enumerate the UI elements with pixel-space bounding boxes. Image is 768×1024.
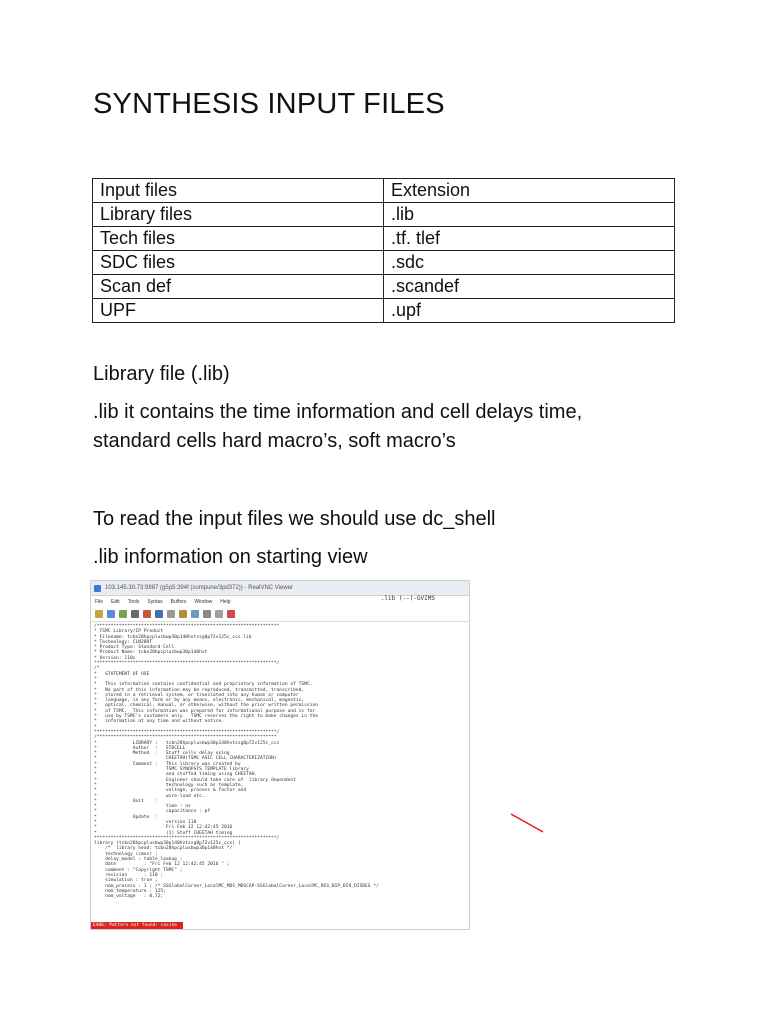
help-icon[interactable]	[227, 610, 235, 618]
menu-item-window[interactable]: Window	[194, 598, 213, 605]
table-row	[93, 251, 675, 275]
table-row	[93, 227, 675, 251]
undo-icon[interactable]	[143, 610, 151, 618]
table-row	[93, 299, 675, 323]
table-row	[93, 203, 675, 227]
file-type-cell: SDC files	[93, 251, 384, 275]
table-header-row	[93, 179, 675, 203]
menu-item-help[interactable]: Help	[220, 598, 231, 605]
open-icon[interactable]	[95, 610, 103, 618]
extension-cell: .scandef	[384, 275, 675, 299]
copy-icon[interactable]	[179, 610, 187, 618]
extension-cell: .sdc	[384, 251, 675, 275]
window-title: 103.145.30.73:9887 (g5p5:394f (sumpune/3pd372)) - RealVNC Viewer	[105, 585, 294, 591]
redo-icon[interactable]	[155, 610, 163, 618]
editor-label: .lib (--)-GVIMS	[380, 595, 435, 602]
vim-status-error: E486: Pattern not found: cusine	[91, 922, 183, 929]
file-type-cell: Scan def	[93, 275, 384, 299]
paste-icon[interactable]	[191, 610, 199, 618]
read-input-text: To read the input files we should use dc_shell	[93, 508, 496, 530]
file-type-cell: Library files	[93, 203, 384, 227]
menu-item-tools[interactable]: Tools	[127, 598, 140, 605]
menu-item-file[interactable]: File	[95, 598, 104, 605]
menu-item-edit[interactable]: Edit	[111, 598, 120, 605]
save-all-icon[interactable]	[119, 610, 127, 618]
library-heading: Library file (.lib)	[93, 363, 230, 385]
terminal-screenshot	[90, 580, 470, 930]
editor-toolbar	[91, 607, 469, 622]
red-annotation-line	[510, 812, 546, 836]
vnc-app-icon	[94, 585, 101, 592]
lib-description-line-1: .lib it contains the time information and cell delays time,	[93, 401, 583, 423]
input-files-table	[92, 178, 675, 323]
file-type-cell: Tech files	[93, 227, 384, 251]
lib-description-line-2: standard cells hard macro’s, soft macro’s	[93, 430, 456, 452]
extension-cell: .tf. tlef	[384, 227, 675, 251]
file-type-cell: Input files	[93, 179, 384, 203]
lib-info-caption: .lib information on starting view	[93, 546, 368, 568]
menu-item-buffers[interactable]: Buffers	[170, 598, 187, 605]
window-titlebar	[91, 581, 469, 596]
table-row	[93, 275, 675, 299]
extension-cell: Extension	[384, 179, 675, 203]
print-icon[interactable]	[131, 610, 139, 618]
replace-icon[interactable]	[215, 610, 223, 618]
find-icon[interactable]	[203, 610, 211, 618]
menu-item-syntax[interactable]: Syntax	[147, 598, 163, 605]
lib-file-code: /****************************************************************** * TSMC Library/IP Product * Filename: tcbn28hpcplusbwp30p140hvtssg0p72v125c_ccs.lib * Technology: CLN28HT * Product Type: Standard Cell * Product Name: tcbn28hpcplusbwp30p140hvt * Version: 110c ******************************************************************/ /* * STATEMENT OF USE * * This information contains confidential and proprietary information of TSMC. * No part of this information may be reproduced, transmitted, transcribed, * stored in a retrieval system, or translated into any human or computer * language, in any form or by any means, electronic, mechanical, magnetic, * optical, chemical, manual, or otherwise, without the prior written permission * of TSMC. This information was prepared for informational purpose and is for * use by TSMC's customers only. TSMC reserves the right to make changes in the * information at any time and without notice. * ******************************************************************/ /***************************************************************** * LIBRARY : tcbn28hpcplusbwp30p140hvtssg0p72v125c_ccs * Author : STDCELL * Method : Stuff cells delay using * CHEETAH(TSMC ASIC CELL CHARACTERIZATION) * Comment : This library was created by * TSMC SYNOPSYS TEMPLATE library * and stuffed timing using CHEETAH. * Engineer should take care of library dependent * technology such as template, * voltage, process & factor and * wire-load etc. * Unit : * time : ns * capacitance : pf * Update : * version 110 * Fri Feb 12 12:42:45 2016 * (1) Stuff CHEETAH timing ******************************************************************/ library (tcbn28hpcplusbwp30p140hvtssg0p72v125c_ccs) { /* library head: tcbn28hpcplusbwp30p140hvt */ technology (cmos) ; delay_model : table_lookup ; date : "Fri Feb 12 12:42:45 2016 " ; comment : "Copyright TSMC" ; revision : 110 ; simulation : true ; nom_process : 1 ; /* SSGlobalCorner_LocalMC_MOS_MOSCAP-SSGlobalCorner_LocalMC_RES_BIP_DIO_DISRES */ nom_temperature : 125; nom_voltage : 0.72;	[94, 624, 379, 900]
extension-cell: .upf	[384, 299, 675, 323]
extension-cell: .lib	[384, 203, 675, 227]
save-icon[interactable]	[107, 610, 115, 618]
page-title: SYNTHESIS INPUT FILES	[93, 88, 445, 120]
cut-icon[interactable]	[167, 610, 175, 618]
file-type-cell: UPF	[93, 299, 384, 323]
